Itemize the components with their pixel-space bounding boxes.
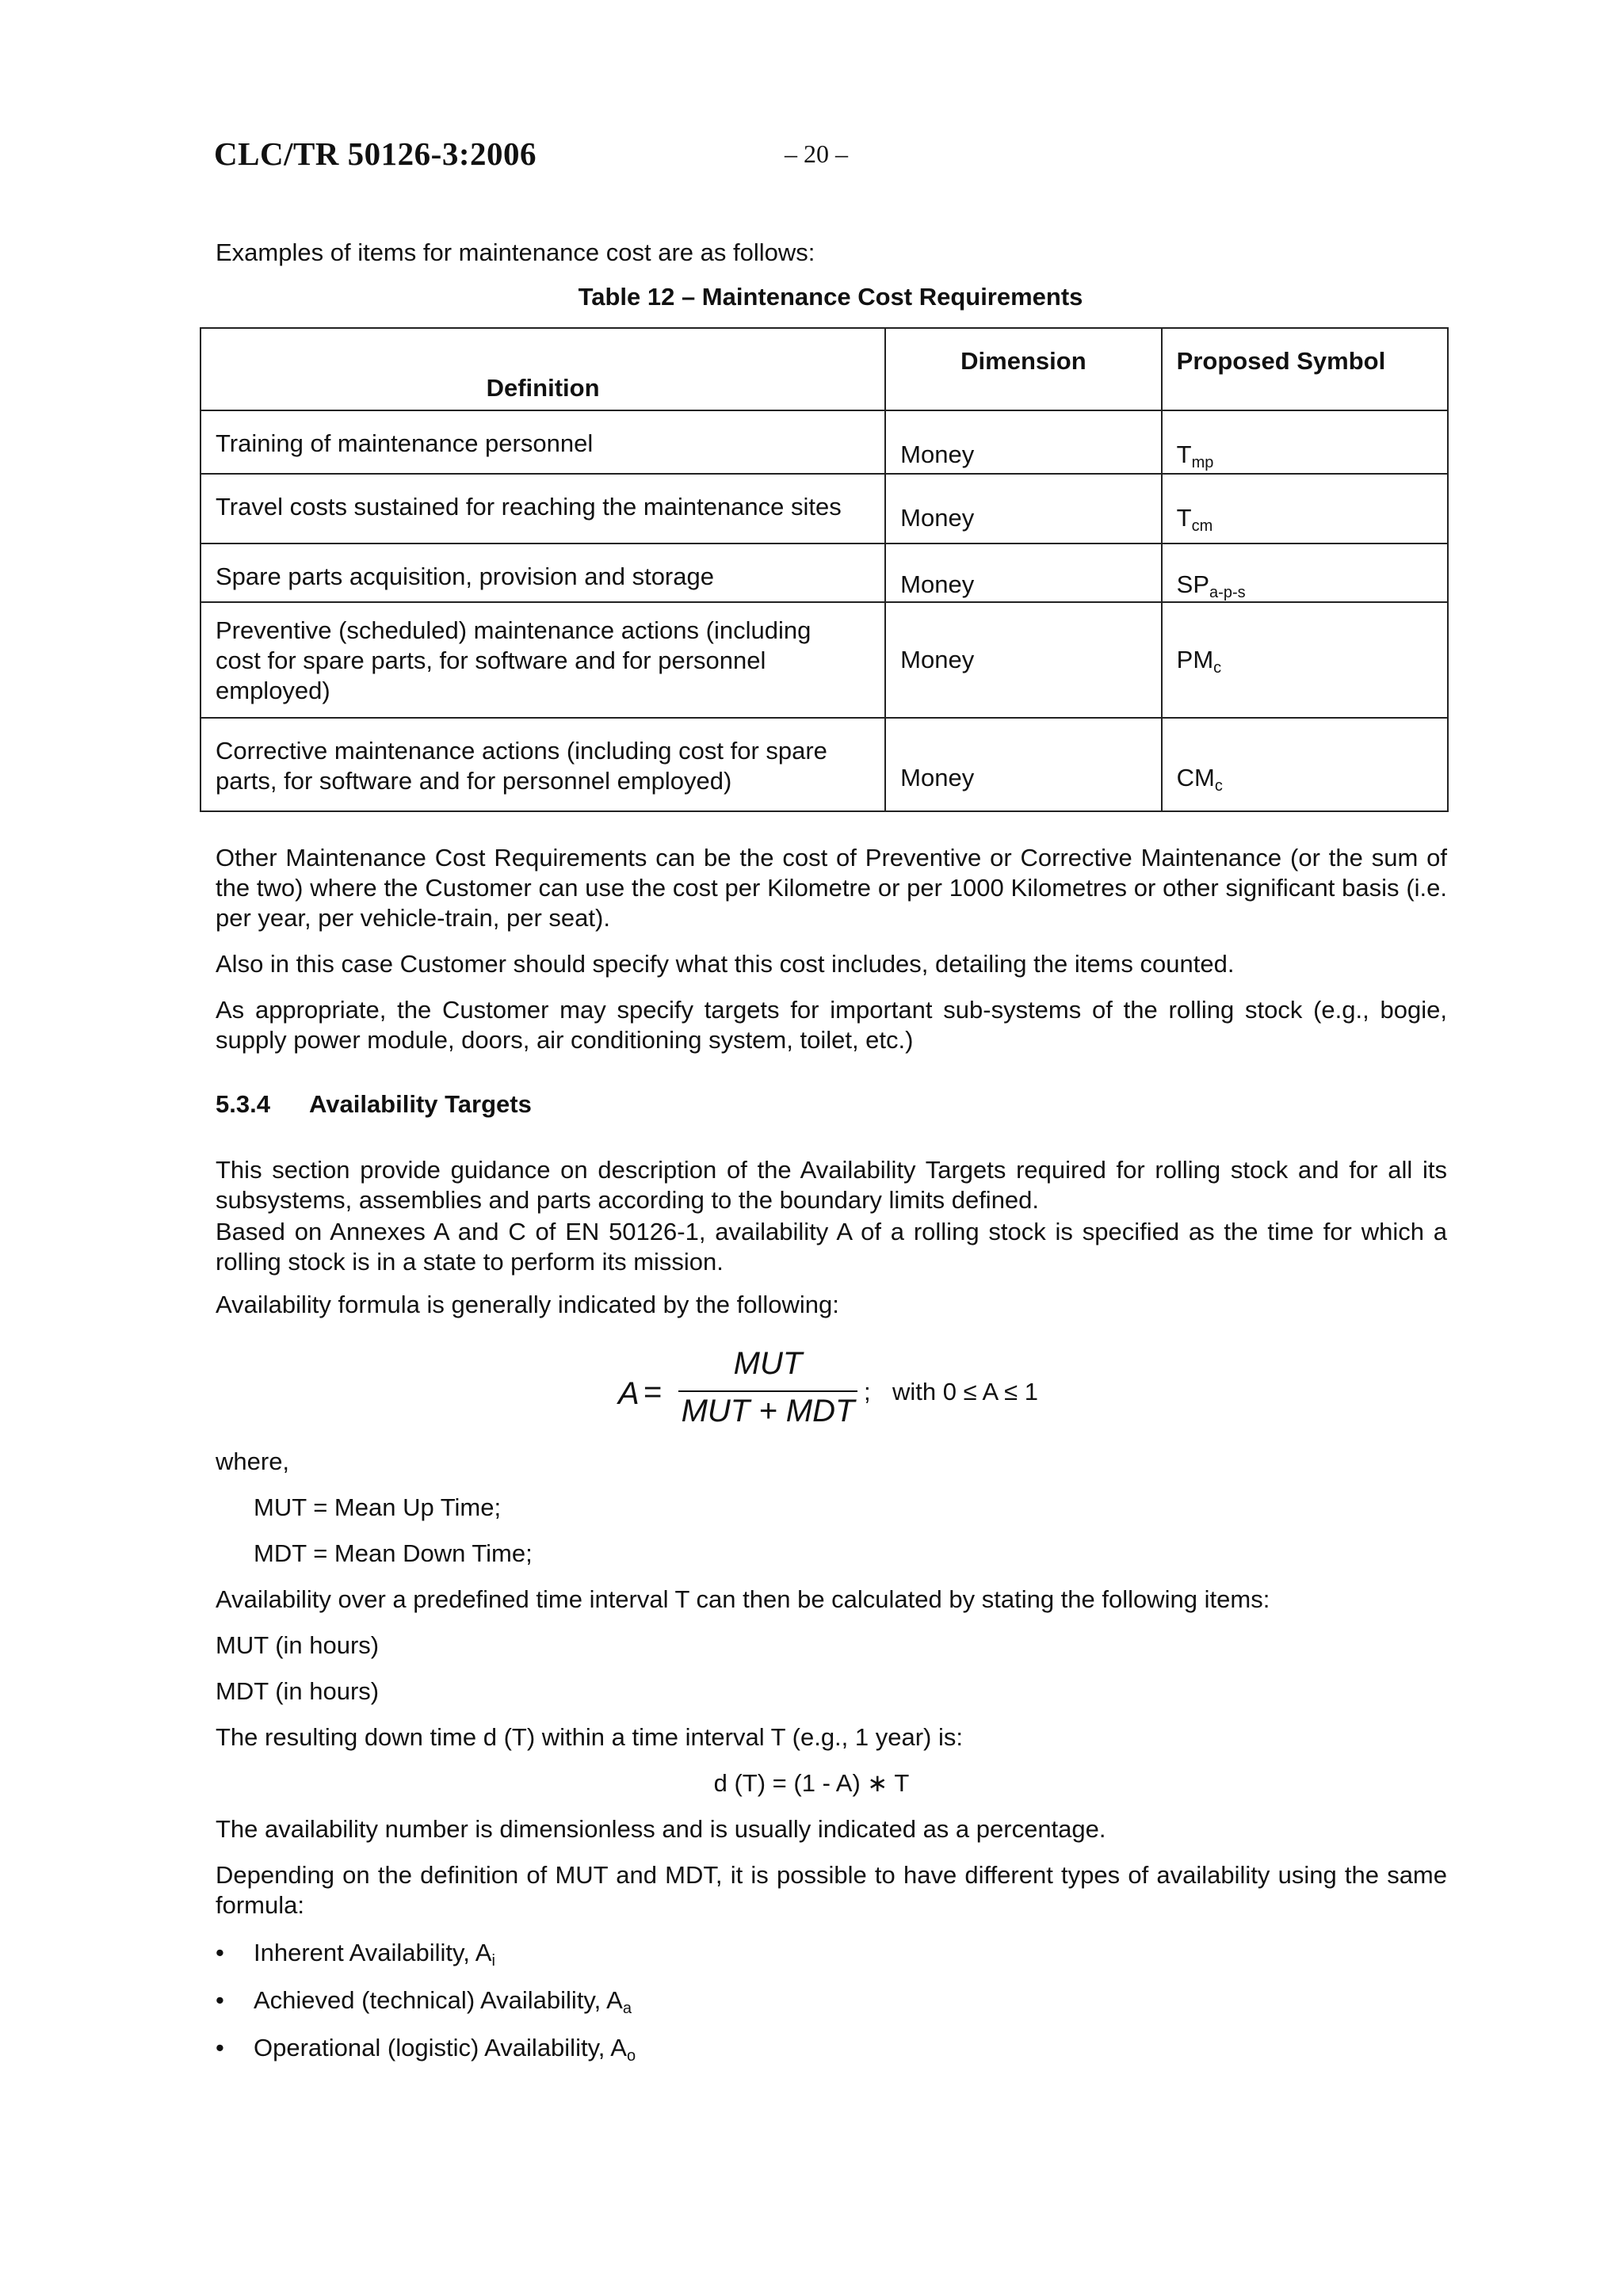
symbol-subscript: c: [1213, 659, 1222, 677]
list-item: [216, 1985, 632, 2016]
paragraph-annexes: Based on Annexes A and C of EN 50126-1, availability A of a rolling stock is specified as the time for which a rolling stock is in a state to perform its mission.: [216, 1218, 1447, 1276]
paragraph-formula-intro: Availability formula is generally indicated by the following:: [216, 1291, 839, 1318]
column-header: Definition: [200, 328, 885, 410]
bullet-icon: •: [216, 1939, 224, 1966]
symbol-cell: [1162, 543, 1448, 602]
list-item-subscript: a: [622, 2000, 632, 2017]
symbol-cell: [1162, 718, 1448, 811]
definition-mdt: MDT = Mean Down Time;: [254, 1539, 533, 1567]
paragraph-types-intro: Depending on the definition of MUT and MDT, it is possible to have different types of availability using the same formula:: [216, 1861, 1447, 1919]
column-header: Proposed Symbol: [1162, 328, 1448, 410]
maintenance-cost-table: [200, 327, 1449, 812]
symbol-base: T: [1176, 504, 1192, 532]
dimension-cell: Money: [885, 410, 1162, 474]
formula-semicolon: ;: [864, 1378, 871, 1405]
list-item-subscript: o: [626, 2047, 636, 2065]
symbol-subscript: cm: [1191, 517, 1213, 535]
formula-condition: with 0 ≤ A ≤ 1: [892, 1378, 1038, 1405]
document-id: CLC/TR 50126-3:2006: [214, 135, 537, 172]
intro-text: Examples of items for maintenance cost are as follows:: [216, 238, 815, 266]
section-heading: [216, 1090, 532, 1119]
list-item-subscript: i: [491, 1952, 495, 1970]
list-item-label: Operational (logistic) Availability, A: [254, 2034, 627, 2061]
column-header: Dimension: [885, 328, 1162, 410]
definition-cell: Travel costs sustained for reaching the maintenance sites: [200, 474, 885, 543]
symbol-subscript: mp: [1191, 454, 1214, 471]
list-item-label: Inherent Availability, A: [254, 1939, 492, 1966]
paragraph-sub-systems: As appropriate, the Customer may specify targets for important sub-systems of the rolling stock (e.g., bogie, supply power module, doors, air conditioning system, toilet, etc.): [216, 996, 1447, 1054]
table-row: [200, 718, 1448, 811]
symbol-base: SP: [1176, 570, 1210, 598]
paragraph-customer-specify: Also in this case Customer should specify what this cost includes, detailing the items counted.: [216, 950, 1235, 978]
symbol-base: T: [1176, 441, 1192, 468]
dimension-cell: Money: [885, 543, 1162, 602]
down-time-formula: d (T) = (1 - A) ∗ T: [713, 1769, 910, 1797]
paragraph-dimensionless: The availability number is dimensionless and is usually indicated as a percentage.: [216, 1815, 1106, 1843]
definition-cell: Preventive (scheduled) maintenance actions (including cost for spare parts, for software and for personnel employed): [200, 602, 885, 718]
item-mut-hours: MUT (in hours): [216, 1631, 380, 1659]
fraction-bar: [678, 1390, 857, 1392]
where-label: where,: [216, 1447, 290, 1475]
dimension-cell: Money: [885, 602, 1162, 718]
dimension-cell: Money: [885, 474, 1162, 543]
table-row: [200, 474, 1448, 543]
availability-formula: [618, 1346, 1062, 1435]
symbol-cell: [1162, 474, 1448, 543]
paragraph-down-time: The resulting down time d (T) within a time interval T (e.g., 1 year) is:: [216, 1723, 963, 1751]
formula-lhs: A: [618, 1376, 640, 1411]
paragraph-interval: Availability over a predefined time interval T can then be calculated by stating the following items:: [216, 1585, 1270, 1613]
paragraph-section-guidance: This section provide guidance on description of the Availability Targets required for rolling stock and for all its subsystems, assemblies and parts according to the boundary limits defined.: [216, 1156, 1447, 1214]
formula-numerator: MUT: [733, 1346, 803, 1381]
list-item: [216, 1938, 495, 1968]
definition-cell: Corrective maintenance actions (including cost for spare parts, for software and for personnel employed): [200, 718, 885, 811]
symbol-cell: [1162, 602, 1448, 718]
bullet-icon: •: [216, 1986, 224, 2014]
list-item: [216, 2033, 636, 2063]
symbol-cell: [1162, 410, 1448, 474]
definition-cell: Training of maintenance personnel: [200, 410, 885, 474]
symbol-base: CM: [1176, 764, 1215, 791]
symbol-base: PM: [1176, 646, 1214, 673]
item-mdt-hours: MDT (in hours): [216, 1677, 380, 1705]
formula-equals: =: [643, 1375, 663, 1409]
table-row: [200, 410, 1448, 474]
bullet-icon: •: [216, 2034, 224, 2061]
table-row: [200, 602, 1448, 718]
symbol-subscript: c: [1214, 777, 1223, 795]
dimension-cell: Money: [885, 718, 1162, 811]
page-number: – 20 –: [785, 139, 848, 168]
definition-cell: Spare parts acquisition, provision and storage: [200, 543, 885, 602]
symbol-subscript: a-p-s: [1209, 584, 1246, 601]
table-row: [200, 543, 1448, 602]
table-header-row: [200, 328, 1448, 410]
formula-denominator: MUT + MDT: [681, 1394, 855, 1428]
definition-mut: MUT = Mean Up Time;: [254, 1493, 502, 1521]
section-number: 5.3.4: [216, 1090, 270, 1118]
paragraph-other-costs: Other Maintenance Cost Requirements can be the cost of Preventive or Corrective Maintenance (or the sum of the two) where the Customer can use the cost per Kilometre or per 1000 Kilometres or other significant basis (i.e. per year, per vehicle-train, per seat).: [216, 844, 1447, 932]
section-title: Availability Targets: [309, 1090, 532, 1118]
list-item-label: Achieved (technical) Availability, A: [254, 1986, 623, 2014]
table-caption: Table 12 – Maintenance Cost Requirements: [578, 283, 1083, 311]
